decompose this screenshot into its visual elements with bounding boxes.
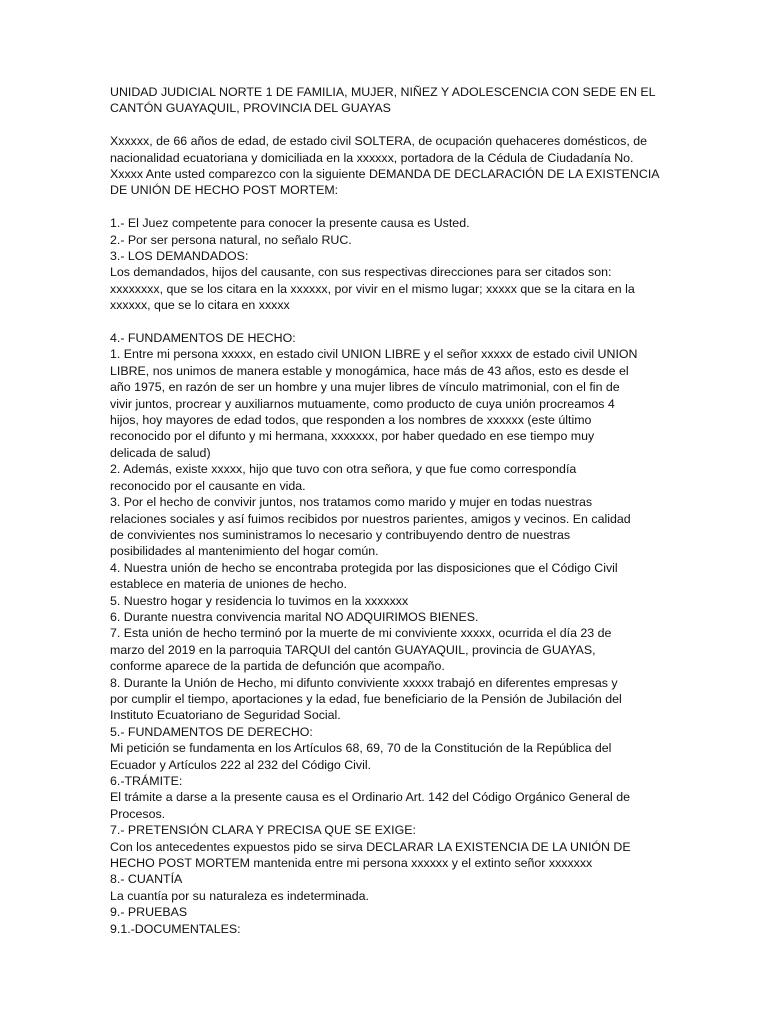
text-line: 9.- PRUEBAS — [110, 905, 188, 920]
text-line: relaciones sociales y así fuimos recibidos por nuestros parientes, amigos y vecinos. En calidad — [110, 511, 631, 526]
text-line: reconocido por el causante en vida. — [110, 478, 306, 493]
text-line: 2.- Por ser persona natural, no señalo RUC. — [110, 232, 352, 247]
court-heading — [110, 84, 658, 117]
text-line: año 1975, en razón de ser un hombre y una mujer libres de vínculo matrimonial, con el fin de — [110, 380, 620, 395]
text-line: Ecuador y Artículos 222 al 232 del Código Civil. — [110, 757, 372, 772]
text-line: 4.- FUNDAMENTOS DE HECHO: — [110, 331, 296, 346]
preliminary-section — [110, 215, 658, 313]
text-line: 3. Por el hecho de convivir juntos, nos tratamos como marido y mujer en todas nuestras — [110, 495, 593, 510]
text-line: nacionalidad ecuatoriana y domiciliada en la xxxxxx, portadora de la Cédula de Ciudadanía No. — [110, 150, 634, 165]
text-line: Instituto Ecuatoriano de Seguridad Social. — [110, 708, 341, 723]
text-line: 3.- LOS DEMANDADOS: — [110, 249, 249, 264]
text-line: LIBRE, nos unimos de manera estable y monogámica, hace más de 43 años, esto es desde el — [110, 363, 629, 378]
text-line: 1.- El Juez competente para conocer la presente causa es Usted. — [110, 216, 470, 231]
body-section — [110, 330, 658, 937]
text-line: Mi petición se fundamenta en los Artículos 68, 69, 70 de la Constitución de la República del — [110, 741, 612, 756]
text-line: 4. Nuestra unión de hecho se encontraba protegida por las disposiciones que el Código Civil — [110, 560, 618, 575]
text-line: 1. Entre mi persona xxxxx, en estado civil UNION LIBRE y el señor xxxxx de estado civil UNION — [110, 347, 638, 362]
text-line: 9.1.-DOCUMENTALES: — [110, 921, 241, 936]
text-line: 8. Durante la Unión de Hecho, mi difunto conviviente xxxxx trabajó en diferentes empresas y — [110, 675, 618, 690]
text-line: hijos, hoy mayores de edad todos, que responden a los nombres de xxxxxx (este último — [110, 413, 592, 428]
text-line: 6. Durante nuestra convivencia marital NO ADQUIRIMOS BIENES. — [110, 609, 479, 624]
text-line: delicada de salud) — [110, 445, 211, 460]
text-line: establece en materia de uniones de hecho. — [110, 577, 347, 592]
text-line: Con los antecedentes expuestos pido se sirva DECLARAR LA EXISTENCIA DE LA UNIÓN DE — [110, 839, 631, 854]
intro-paragraph — [110, 133, 658, 199]
text-line: xxxxxx, que se lo citara en xxxxx — [110, 298, 290, 313]
text-line: 7.- PRETENSIÓN CLARA Y PRECISA QUE SE EXIGE: — [110, 823, 416, 838]
text-line: posibilidades al mantenimiento del hogar común. — [110, 544, 379, 559]
text-line: marzo del 2019 en la parroquia TARQUI del cantón GUAYAQUIL, provincia de GUAYAS, — [110, 642, 596, 657]
text-line: 5. Nuestro hogar y residencia lo tuvimos en la xxxxxxx — [110, 593, 409, 608]
text-line: La cuantía por su naturaleza es indeterminada. — [110, 888, 369, 903]
text-line: Los demandados, hijos del causante, con sus respectivas direcciones para ser citados son: — [110, 265, 612, 280]
heading-line: UNIDAD JUDICIAL NORTE 1 DE FAMILIA, MUJER, NIÑEZ Y ADOLESCENCIA CON SEDE EN EL — [110, 85, 656, 99]
text-line: 5.- FUNDAMENTOS DE DERECHO: — [110, 724, 313, 739]
text-line: conforme aparece de la partida de defunción que acompaño. — [110, 659, 445, 674]
text-line: DE UNIÓN DE HECHO POST MORTEM: — [110, 183, 339, 198]
text-line: vivir juntos, procrear y auxiliarnos mutuamente, como producto de cuya unión procreamos 4 — [110, 396, 615, 411]
text-line: por cumplir el tiempo, aportaciones y la edad, fue beneficiario de la Pensión de Jubilación del — [110, 691, 622, 706]
heading-line: CANTÓN GUAYAQUIL, PROVINCIA DEL GUAYAS — [110, 101, 391, 116]
text-line: El trámite a darse a la presente causa es el Ordinario Art. 142 del Código Orgánico General de — [110, 790, 631, 805]
text-line: 6.-TRÁMITE: — [110, 774, 183, 789]
text-line: Procesos. — [110, 806, 166, 821]
text-line: 8.- CUANTÍA — [110, 872, 183, 887]
text-line: HECHO POST MORTEM mantenida entre mi persona xxxxxx y el extinto señor xxxxxxx — [110, 856, 593, 871]
text-line: 7. Esta unión de hecho terminó por la muerte de mi conviviente xxxxx, ocurrida el día 23 de — [110, 626, 612, 641]
text-line: 2. Además, existe xxxxx, hijo que tuvo con otra señora, y que fue como correspondía — [110, 462, 577, 477]
text-line: Xxxxxx, de 66 años de edad, de estado civil SOLTERA, de ocupación quehaceres domésticos, de — [110, 134, 648, 149]
text-line: xxxxxxxx, que se los citara en la xxxxxx, por vivir en el mismo lugar; xxxxx que se la citara en la — [110, 281, 635, 296]
text-line: de convivientes nos suministramos lo necesario y contribuyendo dentro de nuestras — [110, 527, 571, 542]
text-line: reconocido por el difunto y mi hermana, xxxxxxx, por haber quedado en ese tiempo muy — [110, 429, 595, 444]
text-line: Xxxxx Ante usted comparezco con la siguiente DEMANDA DE DECLARACIÓN DE LA EXISTENCIA — [110, 167, 660, 182]
